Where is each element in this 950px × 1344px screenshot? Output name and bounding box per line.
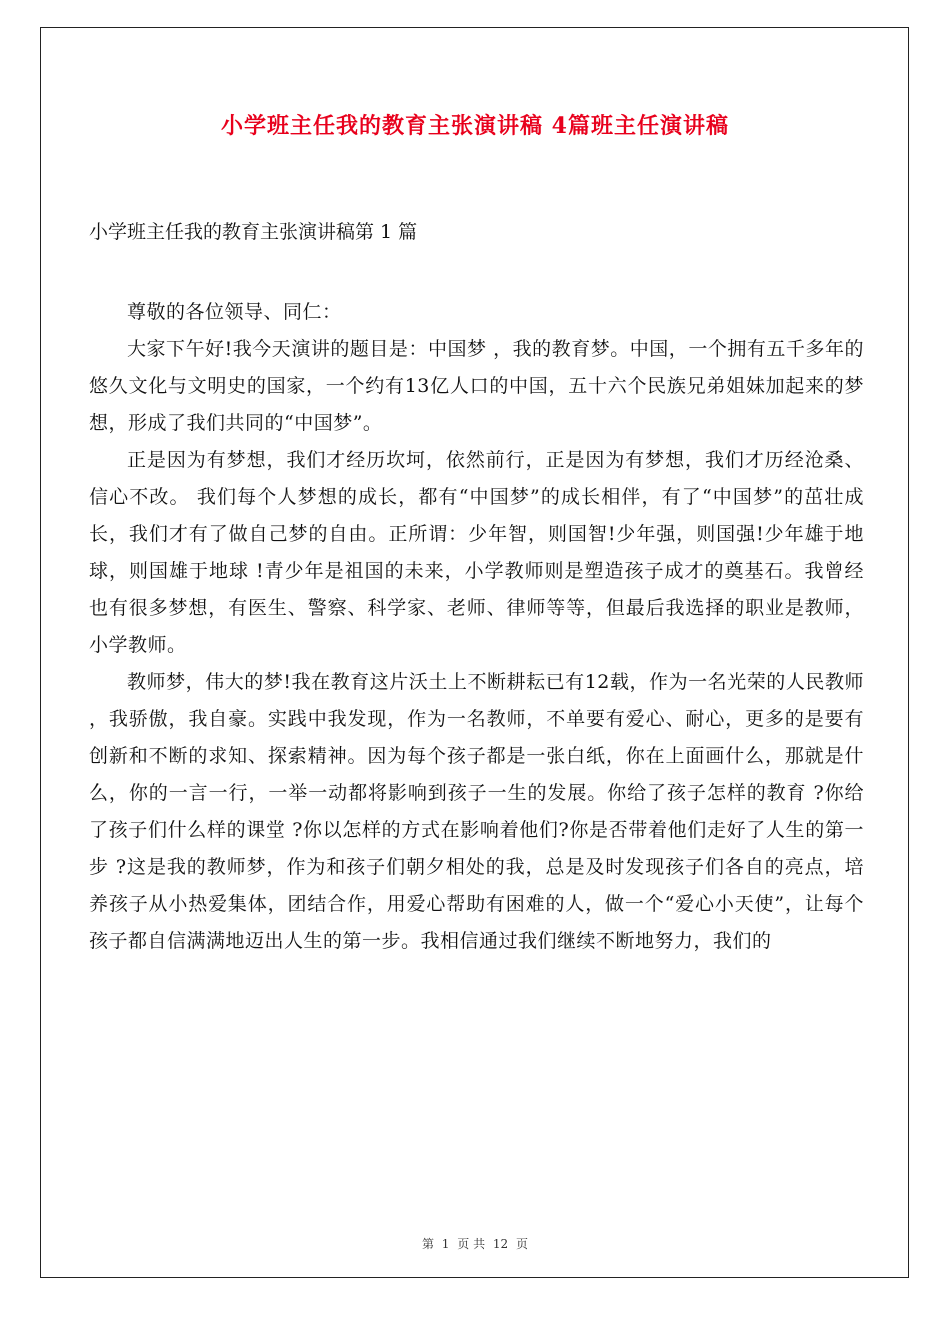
page-label-suffix: 页 [516,1237,529,1251]
page-footer [0,1236,950,1252]
document-title: 小学班主任我的教育主张演讲稿 4篇班主任演讲稿 [221,113,729,139]
paragraph: 正是因为有梦想，我们才经历坎坷，依然前行，正是因为有梦想，我们才历经沧桑、信心不改。 我们每个人梦想的成长，都有“中国梦”的成长相伴，有了“中国梦”的茁壮成长，我们才有了做自己梦的自由。正所谓：少年智，则国智!少年强，则国强!少年雄于地球，则国雄于地球 !青少年是祖国的未来，小学教师则是塑造孩子成才的奠基石。我曾经也有很多梦想，有医生、警察、科学家、老师、律师等等，但最后我选择的职业是教师，小学教师。 [89,449,864,656]
section-heading: 小学班主任我的教育主张演讲稿第 1 篇 [89,221,418,243]
current-page-number: 1 [441,1237,450,1251]
page-label-mid: 页 共 [457,1237,486,1251]
paragraph-greeting: 尊敬的各位领导、同仁： [127,301,342,323]
paragraph: 教师梦，伟大的梦!我在教育这片沃土上不断耕耘已有12载，作为一名光荣的人民教师 ，我骄傲，我自豪。实践中我发现，作为一名教师，不单要有爱心、耐心，更多的是要有创新和不断的求知、探索精神。因为每个孩子都是一张白纸，你在上面画什么，那就是什么，你的一言一行，一举一动都将影响到孩子一生的发展。你给了孩子怎样的教育 ?你给了孩子们什么样的课堂 ?你以怎样的方式在影响着他们?你是否带着他们走好了人生的第一步 ?这是我的教师梦，作为和孩子们朝夕相处的我，总是及时发现孩子们各自的亮点，培养孩子从小热爱集体，团结合作，用爱心帮助有困难的人，做一个“爱心小天使”，让每个孩子都自信满满地迈出人生的第一步。我相信通过我们继续不断地努力，我们的 [89,671,864,952]
total-pages-number: 12 [492,1237,509,1251]
document-body [89,294,864,960]
page-label-prefix: 第 [421,1237,434,1251]
paragraph: 大家下午好!我今天演讲的题目是：中国梦 ，我的教育梦。中国，一个拥有五千多年的悠久文化与文明史的国家，一个约有13亿人口的中国，五十六个民族兄弟姐妹加起来的梦想，形成了我们共同的“中国梦”。 [89,338,864,434]
